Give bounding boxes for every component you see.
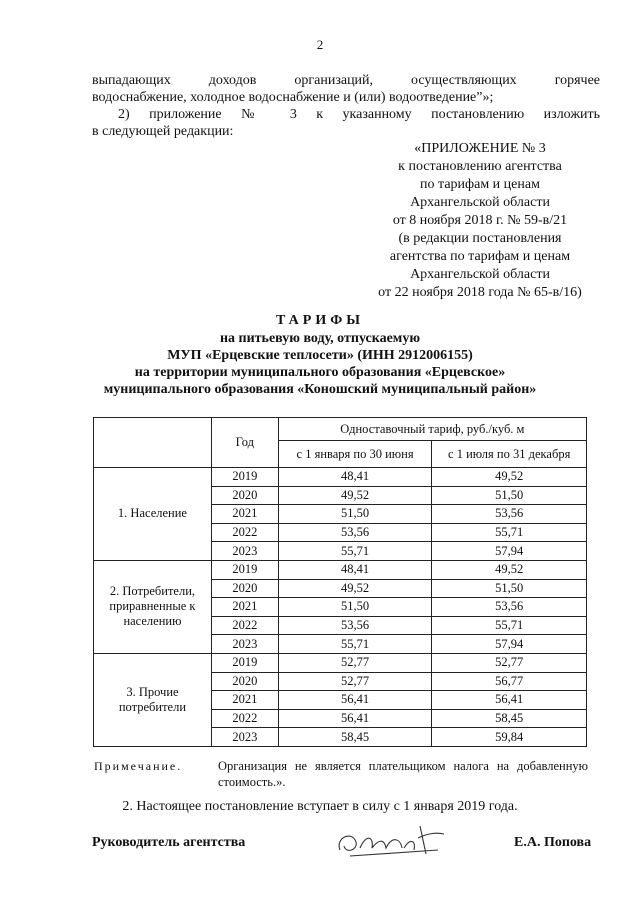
- tariff-h1-cell: 53,56: [278, 523, 432, 542]
- appendix-header: [300, 140, 640, 300]
- tariff-h2-cell: 57,94: [432, 635, 587, 654]
- tariff-h2-cell: 59,84: [432, 728, 587, 747]
- consumer-group: 2. Потребители, приравненные к населению: [94, 560, 212, 653]
- year-cell: 2019: [211, 468, 278, 487]
- year-cell: 2023: [211, 542, 278, 561]
- tariff-h1-cell: 55,71: [278, 635, 432, 654]
- year-cell: 2022: [211, 616, 278, 635]
- signature-name: Е.А. Попова: [514, 835, 592, 850]
- year-cell: 2022: [211, 709, 278, 728]
- title-heading: ТАРИФЫ: [276, 313, 364, 328]
- signature-position: Руководитель агентства: [92, 835, 246, 850]
- tariff-h1-cell: 51,50: [278, 598, 432, 617]
- year-cell: 2020: [211, 579, 278, 598]
- year-cell: 2021: [211, 505, 278, 524]
- year-cell: 2020: [211, 672, 278, 691]
- appendix-line: (в редакции постановления: [398, 231, 562, 246]
- note-label: Примечание.: [94, 759, 183, 773]
- appendix-line: агентства по тарифам и ценам: [389, 249, 571, 264]
- tariff-h2-cell: 56,41: [432, 691, 587, 710]
- tariff-h2-cell: 51,50: [432, 579, 587, 598]
- header-period1: с 1 января по 30 июня: [278, 441, 432, 468]
- header-period2: с 1 июля по 31 декабря: [432, 441, 587, 468]
- tariff-h1-cell: 56,41: [278, 691, 432, 710]
- year-cell: 2021: [211, 691, 278, 710]
- tariff-h2-cell: 55,71: [432, 616, 587, 635]
- tariff-h1-cell: 48,41: [278, 560, 432, 579]
- appendix-line: к постановлению агентства: [398, 159, 562, 174]
- year-cell: 2023: [211, 728, 278, 747]
- year-cell: 2023: [211, 635, 278, 654]
- page-number: 2: [316, 37, 324, 52]
- para3: 2. Настоящее постановление вступает в силу с 1 января 2019 года.: [122, 799, 518, 814]
- table-row: [94, 560, 587, 579]
- title-line1: на питьевую воду, отпускаемую: [219, 331, 421, 346]
- para1-line2: водоснабжение, холодное водоснабжение и (или) водоотведение”»;: [92, 90, 494, 105]
- title-line3: на территории муниципального образования «Ерцевское»: [134, 365, 506, 380]
- tariff-h2-cell: 53,56: [432, 598, 587, 617]
- tariff-h1-cell: 55,71: [278, 542, 432, 561]
- tariff-h1-cell: 52,77: [278, 653, 432, 672]
- tariff-h2-cell: 55,71: [432, 523, 587, 542]
- tariff-h2-cell: 51,50: [432, 486, 587, 505]
- tariff-h1-cell: 58,45: [278, 728, 432, 747]
- para2-line1: 2) приложение № 3 к указанному постановлению изложить: [118, 107, 600, 122]
- year-cell: 2020: [211, 486, 278, 505]
- tariff-h2-cell: 56,77: [432, 672, 587, 691]
- appendix-line: по тарифам и ценам: [420, 177, 540, 192]
- tariff-h2-cell: 49,52: [432, 468, 587, 487]
- tariff-h1-cell: 49,52: [278, 579, 432, 598]
- appendix-line: от 8 ноября 2018 г. № 59-в/21: [392, 213, 568, 228]
- appendix-line: от 22 ноября 2018 года № 65-в/16): [378, 285, 582, 300]
- consumer-group: 3. Прочие потребители: [94, 653, 212, 746]
- appendix-line: «ПРИЛОЖЕНИЕ № 3: [414, 141, 546, 156]
- tariff-table: [93, 417, 587, 747]
- title-line4: муниципального образования «Коношский муниципальный район»: [103, 382, 537, 397]
- tariff-h1-cell: 56,41: [278, 709, 432, 728]
- para2-line2: в следующей редакции:: [92, 124, 234, 139]
- tariff-h1-cell: 52,77: [278, 672, 432, 691]
- year-cell: 2019: [211, 560, 278, 579]
- tariff-h2-cell: 49,52: [432, 560, 587, 579]
- header-tariff: Одноставочный тариф, руб./куб. м: [278, 418, 586, 441]
- header-blank: [94, 418, 212, 468]
- tariff-h2-cell: 57,94: [432, 542, 587, 561]
- tariff-h1-cell: 51,50: [278, 505, 432, 524]
- tariff-h2-cell: 52,77: [432, 653, 587, 672]
- para1-line1: выпадающих доходов организаций, осуществляющих горячее: [92, 73, 600, 88]
- header-year: Год: [211, 418, 278, 468]
- tariff-h2-cell: 53,56: [432, 505, 587, 524]
- year-cell: 2019: [211, 653, 278, 672]
- year-cell: 2022: [211, 523, 278, 542]
- appendix-line: Архангельской области: [410, 195, 550, 210]
- note-text: Организация не является плательщиком налога на добавленную стоимость.».: [218, 759, 588, 789]
- tariff-h1-cell: 53,56: [278, 616, 432, 635]
- handwritten-signature: [330, 820, 450, 864]
- appendix-line: Архангельской области: [410, 267, 550, 282]
- tariff-h1-cell: 49,52: [278, 486, 432, 505]
- tariff-h2-cell: 58,45: [432, 709, 587, 728]
- tariff-h1-cell: 48,41: [278, 468, 432, 487]
- table-row: [94, 468, 587, 487]
- consumer-group: 1. Население: [94, 468, 212, 561]
- table-row: [94, 653, 587, 672]
- title-line2: МУП «Ерцевские теплосети» (ИНН 2912006155): [167, 348, 473, 363]
- year-cell: 2021: [211, 598, 278, 617]
